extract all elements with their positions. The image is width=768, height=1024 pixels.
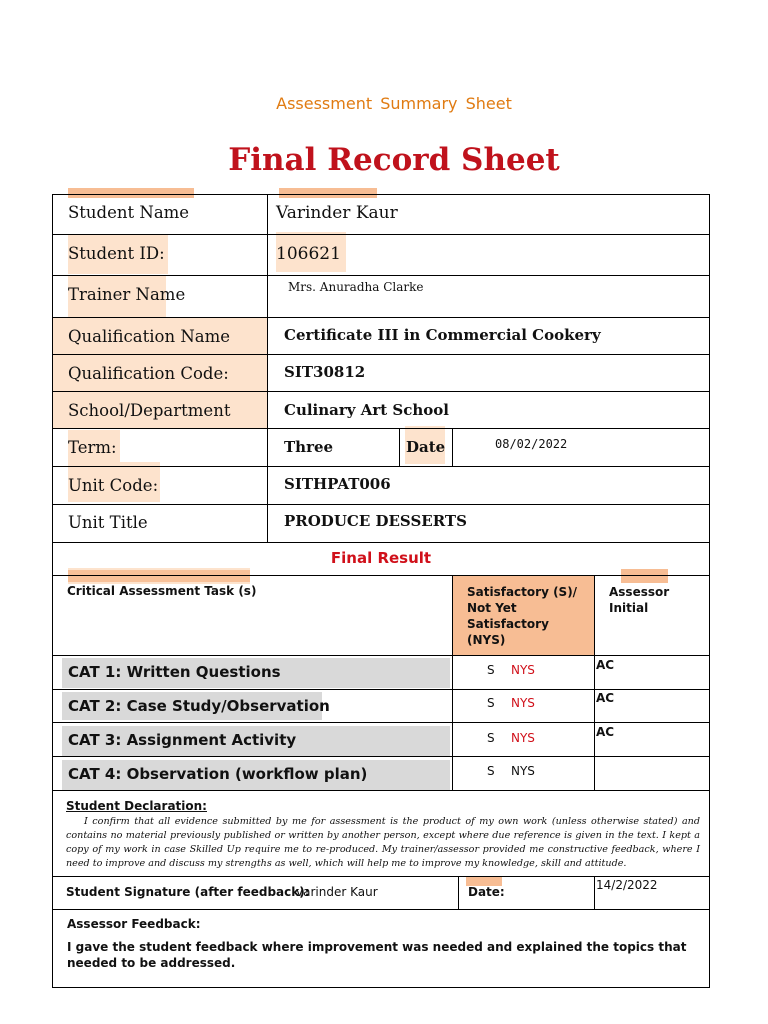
- unit-code-value: SITHPAT006: [284, 475, 391, 493]
- column-divider: [452, 428, 453, 466]
- sheet-title: Final Record Sheet: [228, 142, 560, 178]
- assessor-feedback-label: Assessor Feedback:: [67, 917, 201, 931]
- cat-2-initial: AC: [596, 691, 615, 705]
- column-divider: [458, 876, 459, 909]
- row-divider: [52, 722, 710, 723]
- table-border: [52, 987, 710, 988]
- cat-1-task: CAT 1: Written Questions: [68, 663, 281, 681]
- column-divider: [267, 194, 268, 542]
- signature-value: varinder Kaur: [296, 885, 378, 899]
- cat-3-nys: NYS: [511, 731, 535, 745]
- column-divider: [594, 575, 595, 790]
- row-divider: [52, 354, 710, 355]
- assessor-feedback-text: I gave the student feedback where improvement was needed and explained the topics that needed to be addressed.: [67, 940, 687, 970]
- term-value: Three: [284, 438, 334, 456]
- qualification-code-value: SIT30812: [284, 363, 366, 381]
- student-id-value: 106621: [276, 244, 341, 264]
- highlight-mark: [68, 188, 194, 198]
- declaration-heading: Student Declaration:: [66, 799, 207, 813]
- student-name-value: Varinder Kaur: [276, 203, 398, 223]
- row-divider: [52, 575, 710, 576]
- row-divider: [52, 655, 710, 656]
- signature-date-value: 14/2/2022: [596, 878, 658, 892]
- sheet-subtitle: Assessment Summary Sheet: [276, 94, 512, 113]
- row-divider: [52, 689, 710, 690]
- row-divider: [52, 504, 710, 505]
- trainer-name-value: Mrs. Anuradha Clarke: [288, 280, 424, 294]
- column-divider: [452, 575, 453, 790]
- trainer-name-label: Trainer Name: [68, 285, 186, 304]
- cat-3-initial: AC: [596, 725, 615, 739]
- cat-2-nys: NYS: [511, 696, 535, 710]
- signature-label: Student Signature (after feedback):: [66, 885, 310, 899]
- cat-1-s: S: [487, 663, 495, 677]
- table-border: [52, 194, 53, 988]
- highlight-mark: [279, 188, 377, 198]
- row-divider: [52, 466, 710, 467]
- qualification-name-value: Certificate III in Commercial Cookery: [284, 326, 601, 344]
- date-value: 08/02/2022: [495, 437, 568, 451]
- cat-4-s: S: [487, 764, 495, 778]
- school-department-label: School/Department: [68, 401, 231, 420]
- status-column-header: Satisfactory (S)/ Not Yet Satisfactory (NYS): [467, 585, 578, 647]
- row-divider: [52, 317, 710, 318]
- highlight-mark: [68, 570, 250, 582]
- column-divider: [594, 876, 595, 909]
- student-name-label: Student Name: [68, 203, 190, 222]
- school-department-value: Culinary Art School: [284, 401, 449, 419]
- cat-1-initial: AC: [596, 658, 615, 672]
- highlight-mark: [621, 569, 668, 583]
- row-divider: [52, 275, 710, 276]
- column-divider: [399, 428, 400, 466]
- cat-3-s: S: [487, 731, 495, 745]
- cat-3-task: CAT 3: Assignment Activity: [68, 731, 297, 749]
- unit-title-value: PRODUCE DESSERTS: [284, 512, 467, 530]
- cat-1-nys: NYS: [511, 663, 535, 677]
- term-label: Term:: [68, 438, 117, 457]
- cat-4-nys: NYS: [511, 764, 535, 778]
- table-border: [709, 194, 710, 988]
- row-divider: [52, 909, 710, 910]
- table-border: [52, 194, 710, 195]
- qualification-code-label: Qualification Code:: [68, 364, 229, 383]
- row-divider: [52, 234, 710, 235]
- row-divider: [52, 391, 710, 392]
- assessor-initial-header: Assessor Initial: [609, 585, 670, 615]
- final-result-heading: Final Result: [330, 549, 432, 567]
- row-divider: [52, 756, 710, 757]
- row-divider: [52, 790, 710, 791]
- student-id-label: Student ID:: [68, 244, 165, 263]
- unit-code-label: Unit Code:: [68, 476, 159, 495]
- cat-4-task: CAT 4: Observation (workflow plan): [68, 765, 368, 783]
- date-label: Date: [406, 438, 446, 456]
- declaration-text: I confirm that all evidence submitted by me for assessment is the product of my own work (unless otherwise stated) and contains no material previously published or written by another person, except where due reference is given in the text. I kept a copy of my work in case Skilled Up require me to re-produced. My trainer/assessor provided me constructive feedback, where I need to improve and discuss my strengths as well, which will help me to improve my knowledge, skill and attitude.: [66, 816, 700, 869]
- signature-date-label: Date:: [468, 885, 505, 899]
- unit-title-label: Unit Title: [68, 513, 148, 532]
- row-divider: [52, 428, 710, 429]
- row-divider: [52, 542, 710, 543]
- cat-column-header: Critical Assessment Task (s): [67, 584, 257, 598]
- qualification-name-label: Qualification Name: [68, 327, 231, 346]
- cat-2-s: S: [487, 696, 495, 710]
- row-divider: [52, 876, 710, 877]
- cat-2-task: CAT 2: Case Study/Observation: [68, 697, 330, 715]
